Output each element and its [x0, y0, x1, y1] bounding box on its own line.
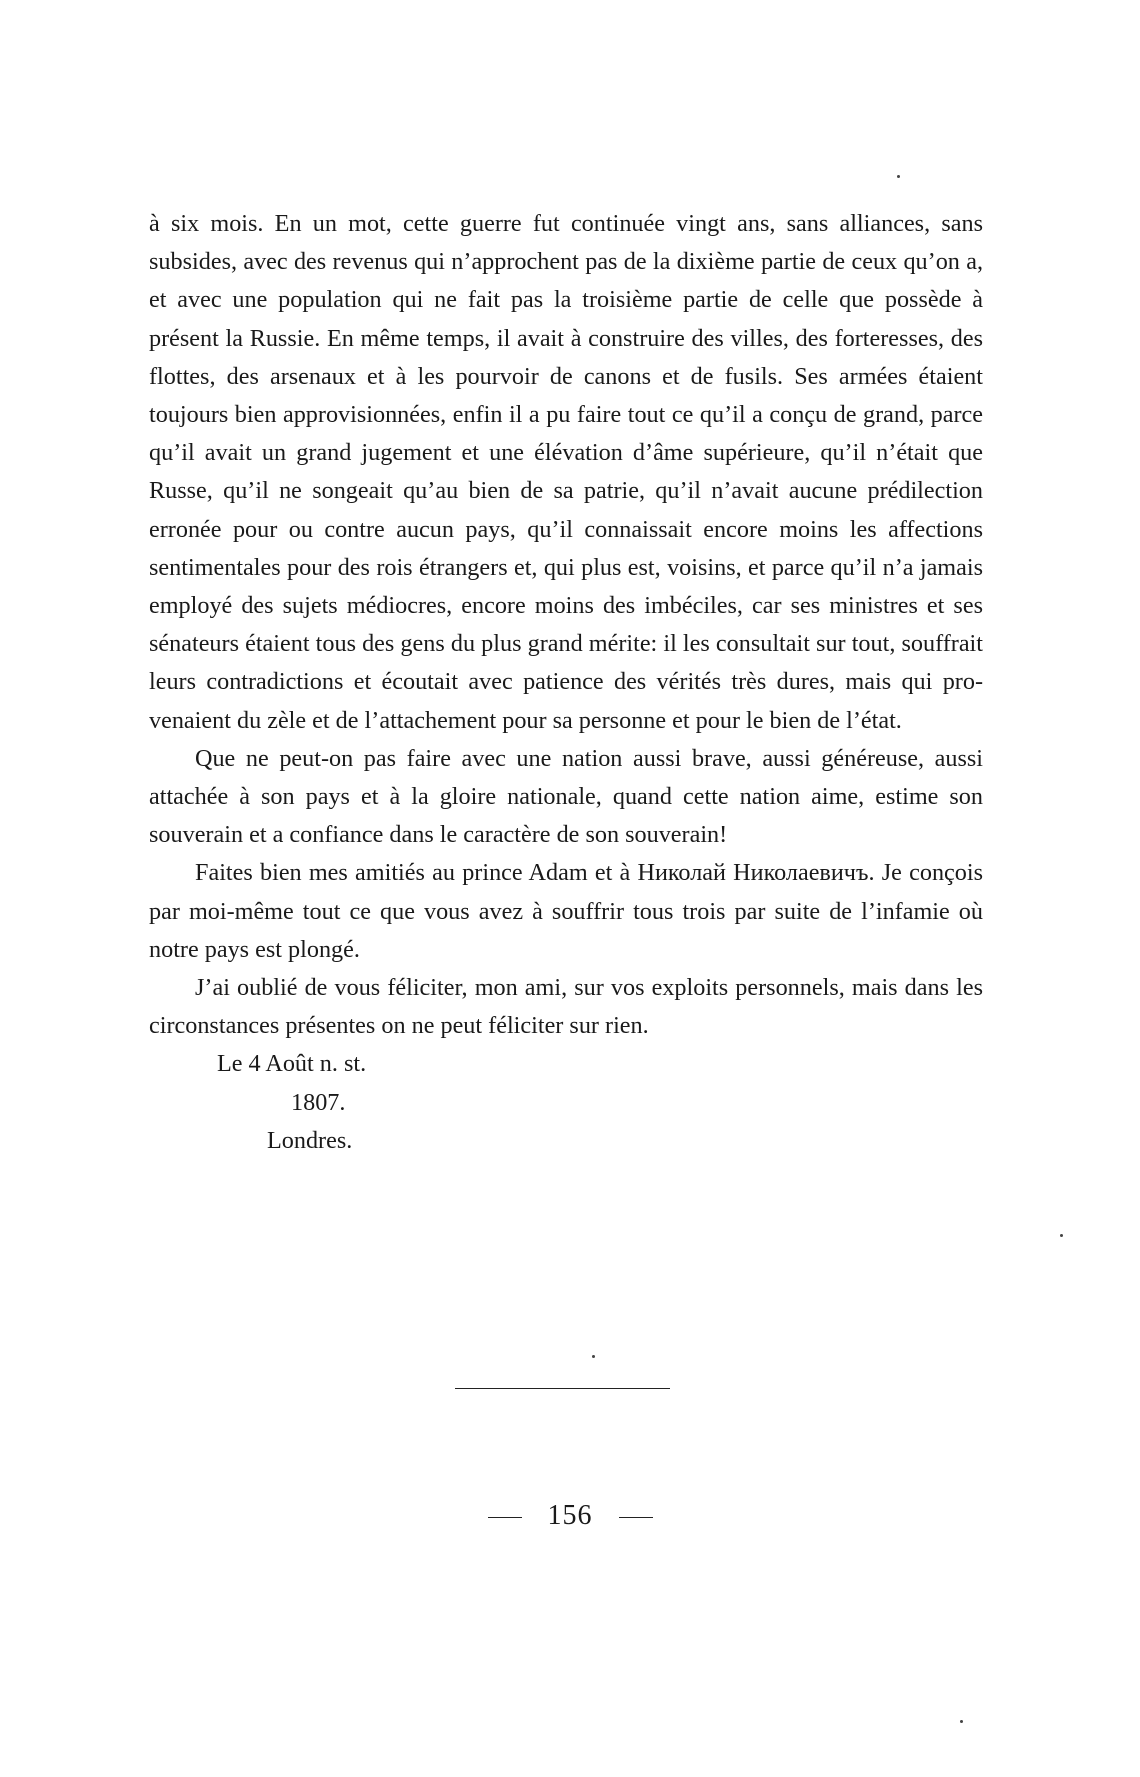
- scan-speck: [592, 1355, 595, 1358]
- signature-year: 1807.: [291, 1088, 346, 1116]
- folio-dash-right: [619, 1517, 653, 1518]
- paragraph-2: Que ne peut-on pas faire avec une nation aussi brave, aussi généreuse, aussi attachée à son pays et à la gloire nationale, quand cette nation aime, estime son souverain et a confiance dans le caractère de son souverain!: [149, 744, 983, 849]
- page-number: 156: [547, 1500, 593, 1531]
- page-footer: [0, 1500, 1140, 1532]
- paragraph-3: Faites bien mes amitiés au prince Adam et à Николай Николаевичъ. Je conçois par moi-même tout ce que vous avez à souffrir tous trois par suite de l’infamie où notre pays est plongé.: [149, 859, 983, 963]
- signature-date: Le 4 Août n. st.: [217, 1050, 367, 1078]
- section-divider: [455, 1388, 670, 1389]
- scan-speck: [1060, 1234, 1063, 1237]
- scan-speck: [960, 1720, 963, 1723]
- signature-place: Londres.: [267, 1126, 353, 1154]
- paragraph-1: à six mois. En un mot, cette guerre fut continuée vingt ans, sans alliances, sans subsides, avec des revenus qui n’approchent pas de la dixième partie de ceux qu’on a, et avec une population qui ne fait pas la troisième partie de celle que possède à présent la Russie. En même temps, il avait à construire des villes, des forteresses, des flottes, des arsenaux et à les pourvoir de canons et de fusils. Ses armées étaient toujours bien approvisionnées, enfin il a pu faire tout ce qu’il a conçu de grand, parce qu’il avait un grand jugement et une élévation d’âme supérieure, qu’il n’était que Russe, qu’il ne songeait qu’au bien de sa patrie, qu’il n’avait aucune prédilection erronée pour ou contre aucun pays, qu’il connaissait encore moins les affections sentimentales pour des rois étrangers et, qui plus est, voisins, et parce qu’il n’a jamais employé des sujets médiocres, encore moins des imbéciles, car ses ministres et ses sénateurs étaient tous des gens du plus grand mérite: il les consultait sur tout, souffrait leurs contradictions et écoutait avec patience des vérités très dures, mais qui provenaient du zèle et de l’attachement pour sa personne et pour le bien de l’état.: [149, 210, 983, 734]
- folio-dash-left: [488, 1517, 522, 1518]
- scan-speck: [897, 175, 900, 178]
- signature-block: [149, 1045, 983, 1160]
- paragraph-4: J’ai oublié de vous féliciter, mon ami, sur vos exploits personnels, mais dans les circonstances présentes on ne peut féliciter sur rien.: [149, 974, 983, 1040]
- body-text: [149, 205, 983, 1160]
